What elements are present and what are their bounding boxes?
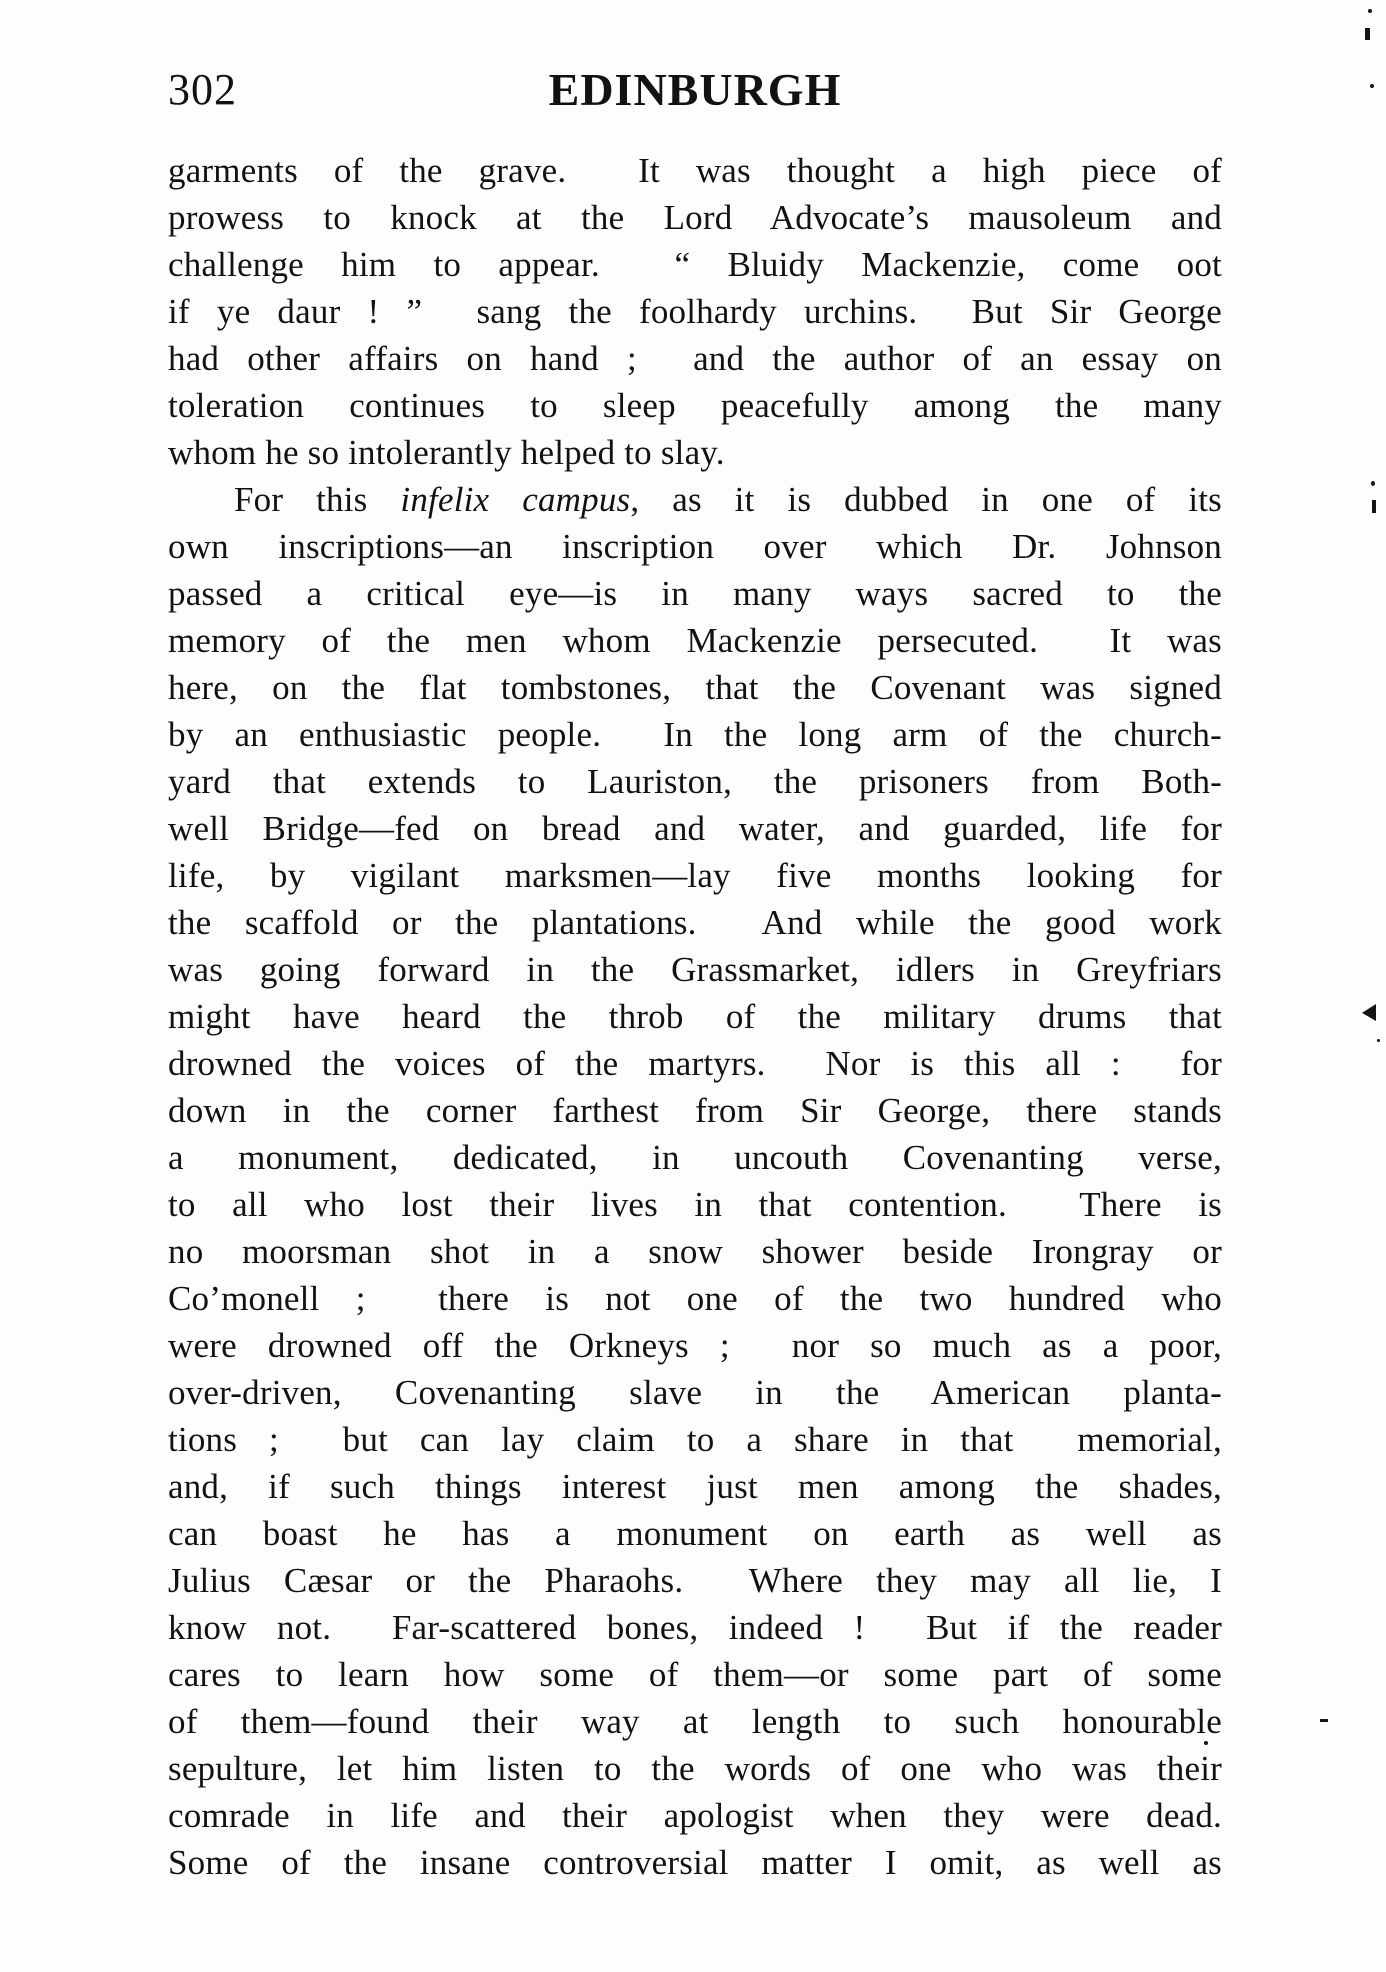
ink-speck	[1320, 1719, 1328, 1722]
text-line: and, if such things interest just men among the shades,	[168, 1467, 1222, 1506]
italic-phrase: infelix campus	[400, 480, 631, 519]
text-line: life, by vigilant marksmen—lay five months looking for	[168, 856, 1222, 895]
text-line: by an enthusiastic people. In the long arm of the church-	[168, 715, 1222, 754]
text-line: might have heard the throb of the military drums that	[168, 997, 1222, 1036]
text-line: challenge him to appear. “ Bluidy Mackenzie, come oot	[168, 245, 1222, 284]
text-line: if ye daur ! ” sang the foolhardy urchins. But Sir George	[168, 292, 1222, 331]
text-line: know not. Far-scattered bones, indeed ! But if the reader	[168, 1608, 1222, 1647]
text-line: passed a critical eye—is in many ways sacred to the	[168, 574, 1222, 613]
ink-speck	[1204, 1741, 1208, 1745]
text-column	[168, 0, 1222, 1972]
text-line: prowess to knock at the Lord Advocate’s mausoleum and	[168, 198, 1222, 237]
text-segment: , as it is dubbed in one of its	[630, 480, 1222, 519]
text-line: own inscriptions—an inscription over which Dr. Johnson	[168, 527, 1222, 566]
text-line	[168, 476, 1222, 523]
running-head: EDINBURGH	[548, 64, 842, 115]
text-line: Some of the insane controversial matter I omit, as well as	[168, 1843, 1222, 1882]
ink-speck	[1370, 84, 1374, 88]
text-line: toleration continues to sleep peacefully among the many	[168, 386, 1222, 425]
text-line: down in the corner farthest from Sir George, there stands	[168, 1091, 1222, 1130]
text-line: Co’monell ; there is not one of the two hundred who	[168, 1279, 1222, 1318]
text-line: comrade in life and their apologist when they were dead.	[168, 1796, 1222, 1835]
text-line: well Bridge—fed on bread and water, and guarded, life for	[168, 809, 1222, 848]
ink-speck	[1371, 481, 1375, 486]
text-line: whom he so intolerantly helped to slay.	[168, 433, 725, 472]
text-line: was going forward in the Grassmarket, idlers in Greyfriars	[168, 950, 1222, 989]
text-line: sepulture, let him listen to the words of one who was their	[168, 1749, 1222, 1788]
text-line: drowned the voices of the martyrs. Nor is this all : for	[168, 1044, 1222, 1083]
text-line: were drowned off the Orkneys ; nor so much as a poor,	[168, 1326, 1222, 1365]
ink-speck	[1372, 500, 1376, 513]
ink-speck	[1368, 9, 1372, 13]
text-line: the scaffold or the plantations. And while the good work	[168, 903, 1222, 942]
text-line: here, on the flat tombstones, that the Covenant was signed	[168, 668, 1222, 707]
text-line: tions ; but can lay claim to a share in that memorial,	[168, 1420, 1222, 1459]
text-line: a monument, dedicated, in uncouth Covenanting verse,	[168, 1138, 1222, 1177]
text-line: memory of the men whom Mackenzie persecuted. It was	[168, 621, 1222, 660]
page-body-text	[168, 147, 1222, 1886]
text-line: garments of the grave. It was thought a high piece of	[168, 151, 1222, 190]
ink-speck	[1362, 1004, 1376, 1021]
text-line: yard that extends to Lauriston, the prisoners from Both-	[168, 762, 1222, 801]
text-line: of them—found their way at length to such honourable	[168, 1702, 1222, 1741]
text-line: cares to learn how some of them—or some part of some	[168, 1655, 1222, 1694]
page-number: 302	[168, 65, 237, 114]
text-line: had other affairs on hand ; and the author of an essay on	[168, 339, 1222, 378]
text-line: Julius Cæsar or the Pharaohs. Where they may all lie, I	[168, 1561, 1222, 1600]
text-line: can boast he has a monument on earth as well as	[168, 1514, 1222, 1553]
text-line: over-driven, Covenanting slave in the American planta-	[168, 1373, 1222, 1412]
text-line: no moorsman shot in a snow shower beside Irongray or	[168, 1232, 1222, 1271]
ink-speck	[1377, 1039, 1380, 1042]
text-segment: For this	[234, 480, 401, 519]
text-line: to all who lost their lives in that contention. There is	[168, 1185, 1222, 1224]
ink-speck	[1365, 28, 1370, 40]
